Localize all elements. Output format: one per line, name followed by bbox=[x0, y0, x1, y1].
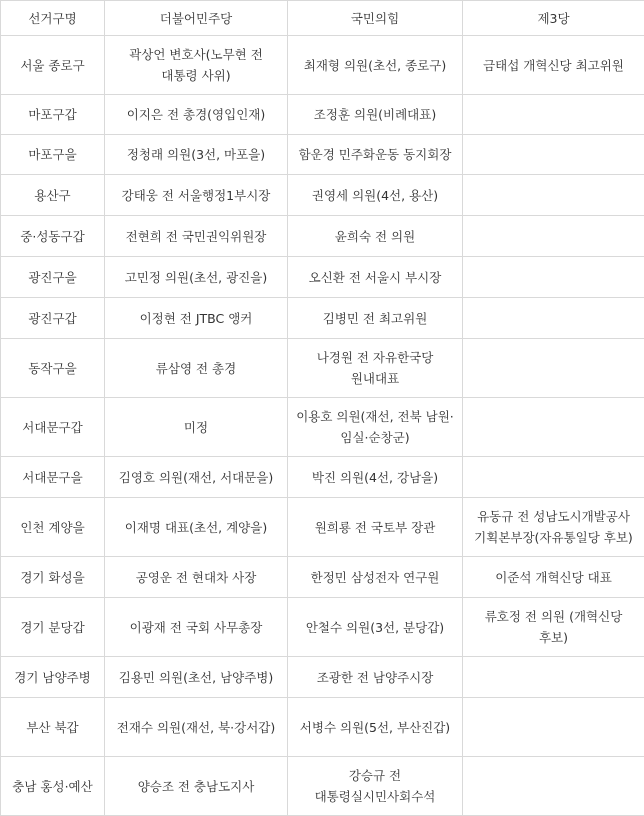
table-row bbox=[1, 757, 644, 816]
ppp-candidate-cell: 조광한 전 남양주시장 bbox=[288, 657, 463, 698]
district-cell: 광진구을 bbox=[1, 257, 105, 298]
table-row bbox=[1, 657, 644, 698]
header-third-party: 제3당 bbox=[463, 1, 644, 36]
district-cell: 충남 홍성·예산 bbox=[1, 757, 105, 816]
third-party-cell: 류호정 전 의원 (개혁신당 후보) bbox=[463, 598, 644, 657]
dem-candidate-cell: 고민정 의원(초선, 광진을) bbox=[105, 257, 288, 298]
third-party-cell bbox=[463, 457, 644, 498]
ppp-candidate-cell: 강승규 전 대통령실시민사회수석 bbox=[288, 757, 463, 816]
ppp-candidate-cell: 권영세 의원(4선, 용산) bbox=[288, 175, 463, 216]
district-cell: 중·성동구갑 bbox=[1, 216, 105, 257]
header-row bbox=[1, 1, 644, 36]
third-party-cell bbox=[463, 95, 644, 135]
third-party-cell bbox=[463, 398, 644, 457]
table-row bbox=[1, 598, 644, 657]
third-party-cell: 유동규 전 성남도시개발공사 기획본부장(자유통일당 후보) bbox=[463, 498, 644, 557]
ppp-candidate-cell: 오신환 전 서울시 부시장 bbox=[288, 257, 463, 298]
table-row bbox=[1, 257, 644, 298]
ppp-candidate-cell: 원희룡 전 국토부 장관 bbox=[288, 498, 463, 557]
ppp-candidate-cell: 최재형 의원(초선, 종로구) bbox=[288, 36, 463, 95]
third-party-cell bbox=[463, 257, 644, 298]
dem-candidate-cell: 김영호 의원(재선, 서대문을) bbox=[105, 457, 288, 498]
dem-candidate-cell: 정청래 의원(3선, 마포을) bbox=[105, 135, 288, 175]
third-party-cell bbox=[463, 657, 644, 698]
dem-candidate-cell: 김용민 의원(초선, 남양주병) bbox=[105, 657, 288, 698]
ppp-candidate-cell: 김병민 전 최고위원 bbox=[288, 298, 463, 339]
table-row bbox=[1, 557, 644, 598]
dem-candidate-cell: 이지은 전 총경(영입인재) bbox=[105, 95, 288, 135]
table-row bbox=[1, 698, 644, 757]
ppp-candidate-cell: 안철수 의원(3선, 분당갑) bbox=[288, 598, 463, 657]
header-district: 선거구명 bbox=[1, 1, 105, 36]
third-party-cell bbox=[463, 757, 644, 816]
table-row bbox=[1, 339, 644, 398]
table-row bbox=[1, 36, 644, 95]
table-row bbox=[1, 457, 644, 498]
third-party-cell bbox=[463, 175, 644, 216]
district-cell: 경기 남양주병 bbox=[1, 657, 105, 698]
district-cell: 서대문구을 bbox=[1, 457, 105, 498]
dem-candidate-cell: 공영운 전 현대차 사장 bbox=[105, 557, 288, 598]
table-row bbox=[1, 216, 644, 257]
third-party-cell: 금태섭 개혁신당 최고위원 bbox=[463, 36, 644, 95]
ppp-candidate-cell: 나경원 전 자유한국당 원내대표 bbox=[288, 339, 463, 398]
district-cell: 서울 종로구 bbox=[1, 36, 105, 95]
district-cell: 서대문구갑 bbox=[1, 398, 105, 457]
district-cell: 인천 계양을 bbox=[1, 498, 105, 557]
dem-candidate-cell: 류삼영 전 총경 bbox=[105, 339, 288, 398]
header-people-power-party: 국민의힘 bbox=[288, 1, 463, 36]
dem-candidate-cell: 강태웅 전 서울행정1부시장 bbox=[105, 175, 288, 216]
third-party-cell bbox=[463, 298, 644, 339]
ppp-candidate-cell: 이용호 의원(재선, 전북 남원·임실·순창군) bbox=[288, 398, 463, 457]
district-cell: 마포구을 bbox=[1, 135, 105, 175]
third-party-cell bbox=[463, 339, 644, 398]
dem-candidate-cell: 이정현 전 JTBC 앵커 bbox=[105, 298, 288, 339]
dem-candidate-cell: 이광재 전 국회 사무총장 bbox=[105, 598, 288, 657]
table-row bbox=[1, 135, 644, 175]
table-row bbox=[1, 95, 644, 135]
third-party-cell bbox=[463, 135, 644, 175]
ppp-candidate-cell: 함운경 민주화운동 동지회장 bbox=[288, 135, 463, 175]
table-row bbox=[1, 398, 644, 457]
ppp-candidate-cell: 윤희숙 전 의원 bbox=[288, 216, 463, 257]
district-cell: 광진구갑 bbox=[1, 298, 105, 339]
dem-candidate-cell: 곽상언 변호사(노무현 전 대통령 사위) bbox=[105, 36, 288, 95]
table-row bbox=[1, 498, 644, 557]
header-democratic-party: 더불어민주당 bbox=[105, 1, 288, 36]
ppp-candidate-cell: 박진 의원(4선, 강남을) bbox=[288, 457, 463, 498]
third-party-cell bbox=[463, 698, 644, 757]
district-cell: 용산구 bbox=[1, 175, 105, 216]
dem-candidate-cell: 양승조 전 충남도지사 bbox=[105, 757, 288, 816]
dem-candidate-cell: 미정 bbox=[105, 398, 288, 457]
ppp-candidate-cell: 한정민 삼성전자 연구원 bbox=[288, 557, 463, 598]
ppp-candidate-cell: 조정훈 의원(비례대표) bbox=[288, 95, 463, 135]
district-cell: 경기 분당갑 bbox=[1, 598, 105, 657]
dem-candidate-cell: 전현희 전 국민권익위원장 bbox=[105, 216, 288, 257]
district-cell: 동작구을 bbox=[1, 339, 105, 398]
district-cell: 부산 북갑 bbox=[1, 698, 105, 757]
third-party-cell: 이준석 개혁신당 대표 bbox=[463, 557, 644, 598]
district-cell: 경기 화성을 bbox=[1, 557, 105, 598]
table-row bbox=[1, 175, 644, 216]
district-cell: 마포구갑 bbox=[1, 95, 105, 135]
dem-candidate-cell: 이재명 대표(초선, 계양을) bbox=[105, 498, 288, 557]
dem-candidate-cell: 전재수 의원(재선, 북·강서갑) bbox=[105, 698, 288, 757]
table-row bbox=[1, 298, 644, 339]
ppp-candidate-cell: 서병수 의원(5선, 부산진갑) bbox=[288, 698, 463, 757]
third-party-cell bbox=[463, 216, 644, 257]
